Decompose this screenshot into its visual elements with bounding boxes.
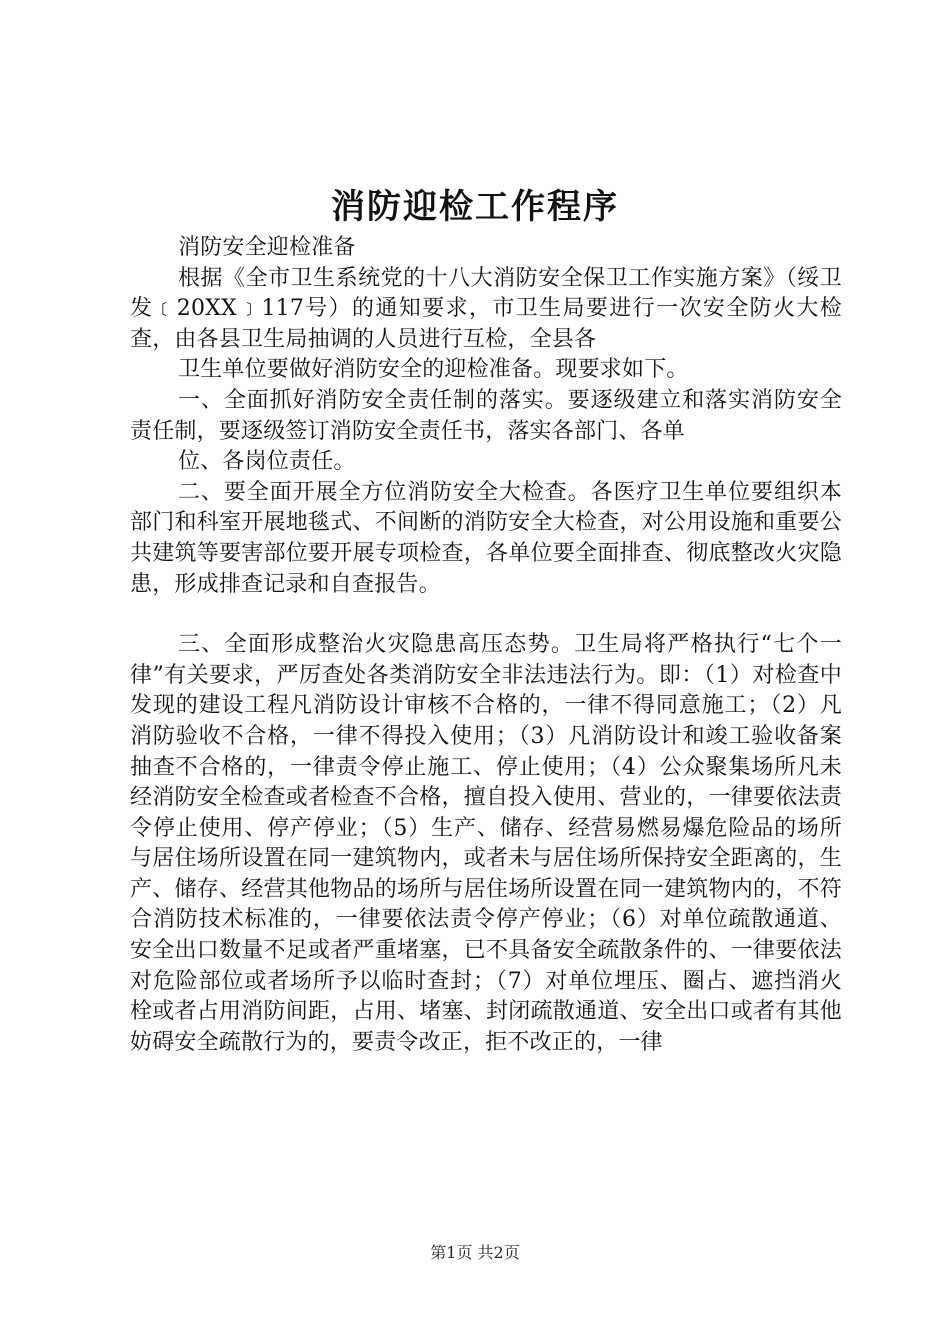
- paragraph-3: 卫生单位要做好消防安全的迎检准备。现要求如下。: [178, 357, 689, 383]
- document-title: 消防迎检工作程序: [331, 187, 619, 227]
- paragraph-2: 根据《全市卫生系统党的十八大消防安全保卫工作实施方案》（绥卫发﹝20XX﹞117号）的通知要求，市卫生局要进行一次安全防火大检查，由各县卫生局抽调的人员进行互检，全县各: [130, 265, 842, 352]
- paragraph-4: 一、全面抓好消防安全责任制的落实。要逐级建立和落实消防安全责任制，要逐级签订消防安全责任书，落实各部门、各单: [130, 387, 842, 444]
- page-footer: 第1页 共2页: [430, 1243, 520, 1262]
- paragraph-7: 三、全面形成整治火灾隐患高压态势。卫生局将严格执行“七个一律”有关要求，严厉查处各类消防安全非法违法行为。即：（1）对检查中发现的建设工程凡消防设计审核不合格的，一律不得同意施工；（2）凡消防验收不合格，一律不得投入使用；（3）凡消防设计和竣工验收备案抽查不合格的，一律责令停止施工、停止使用；（4）公众聚集场所凡未经消防安全检查或者检查不合格，擅自投入使用、营业的，一律要依法责令停止使用、停产停业；（5）生产、储存、经营易燃易爆危险品的场所与居住场所设置在同一建筑物内，或者未与居住场所保持安全距离的，生产、储存、经营其他物品的场所与居住场所设置在同一建筑物内的，不符合消防技术标准的，一律要依法责令停产停业；（6）对单位疏散通道、安全出口数量不足或者严重堵塞，已不具备安全疏散条件的、一律要依法对危险部位或者场所予以临时查封；（7）对单位埋压、圈占、遮挡消火栓或者占用消防间距，占用、堵塞、封闭疏散通道、安全出口或者有其他妨碍安全疏散行为的，要责令改正，拒不改正的，一律: [130, 632, 842, 1055]
- paragraph-6: 二、要全面开展全方位消防安全大检查。各医疗卫生单位要组织本部门和科室开展地毯式、不间断的消防安全大检查，对公用设施和重要公共建筑等要害部位要开展专项检查，各单位要全面排查、彻底整改火灾隐患，形成排查记录和自查报告。: [130, 479, 842, 597]
- paragraph-5: 位、各岗位责任。: [178, 449, 356, 475]
- paragraph-gap: [130, 600, 842, 630]
- paragraph-1: 消防安全迎检准备: [178, 235, 356, 260]
- document-body: [130, 233, 842, 1058]
